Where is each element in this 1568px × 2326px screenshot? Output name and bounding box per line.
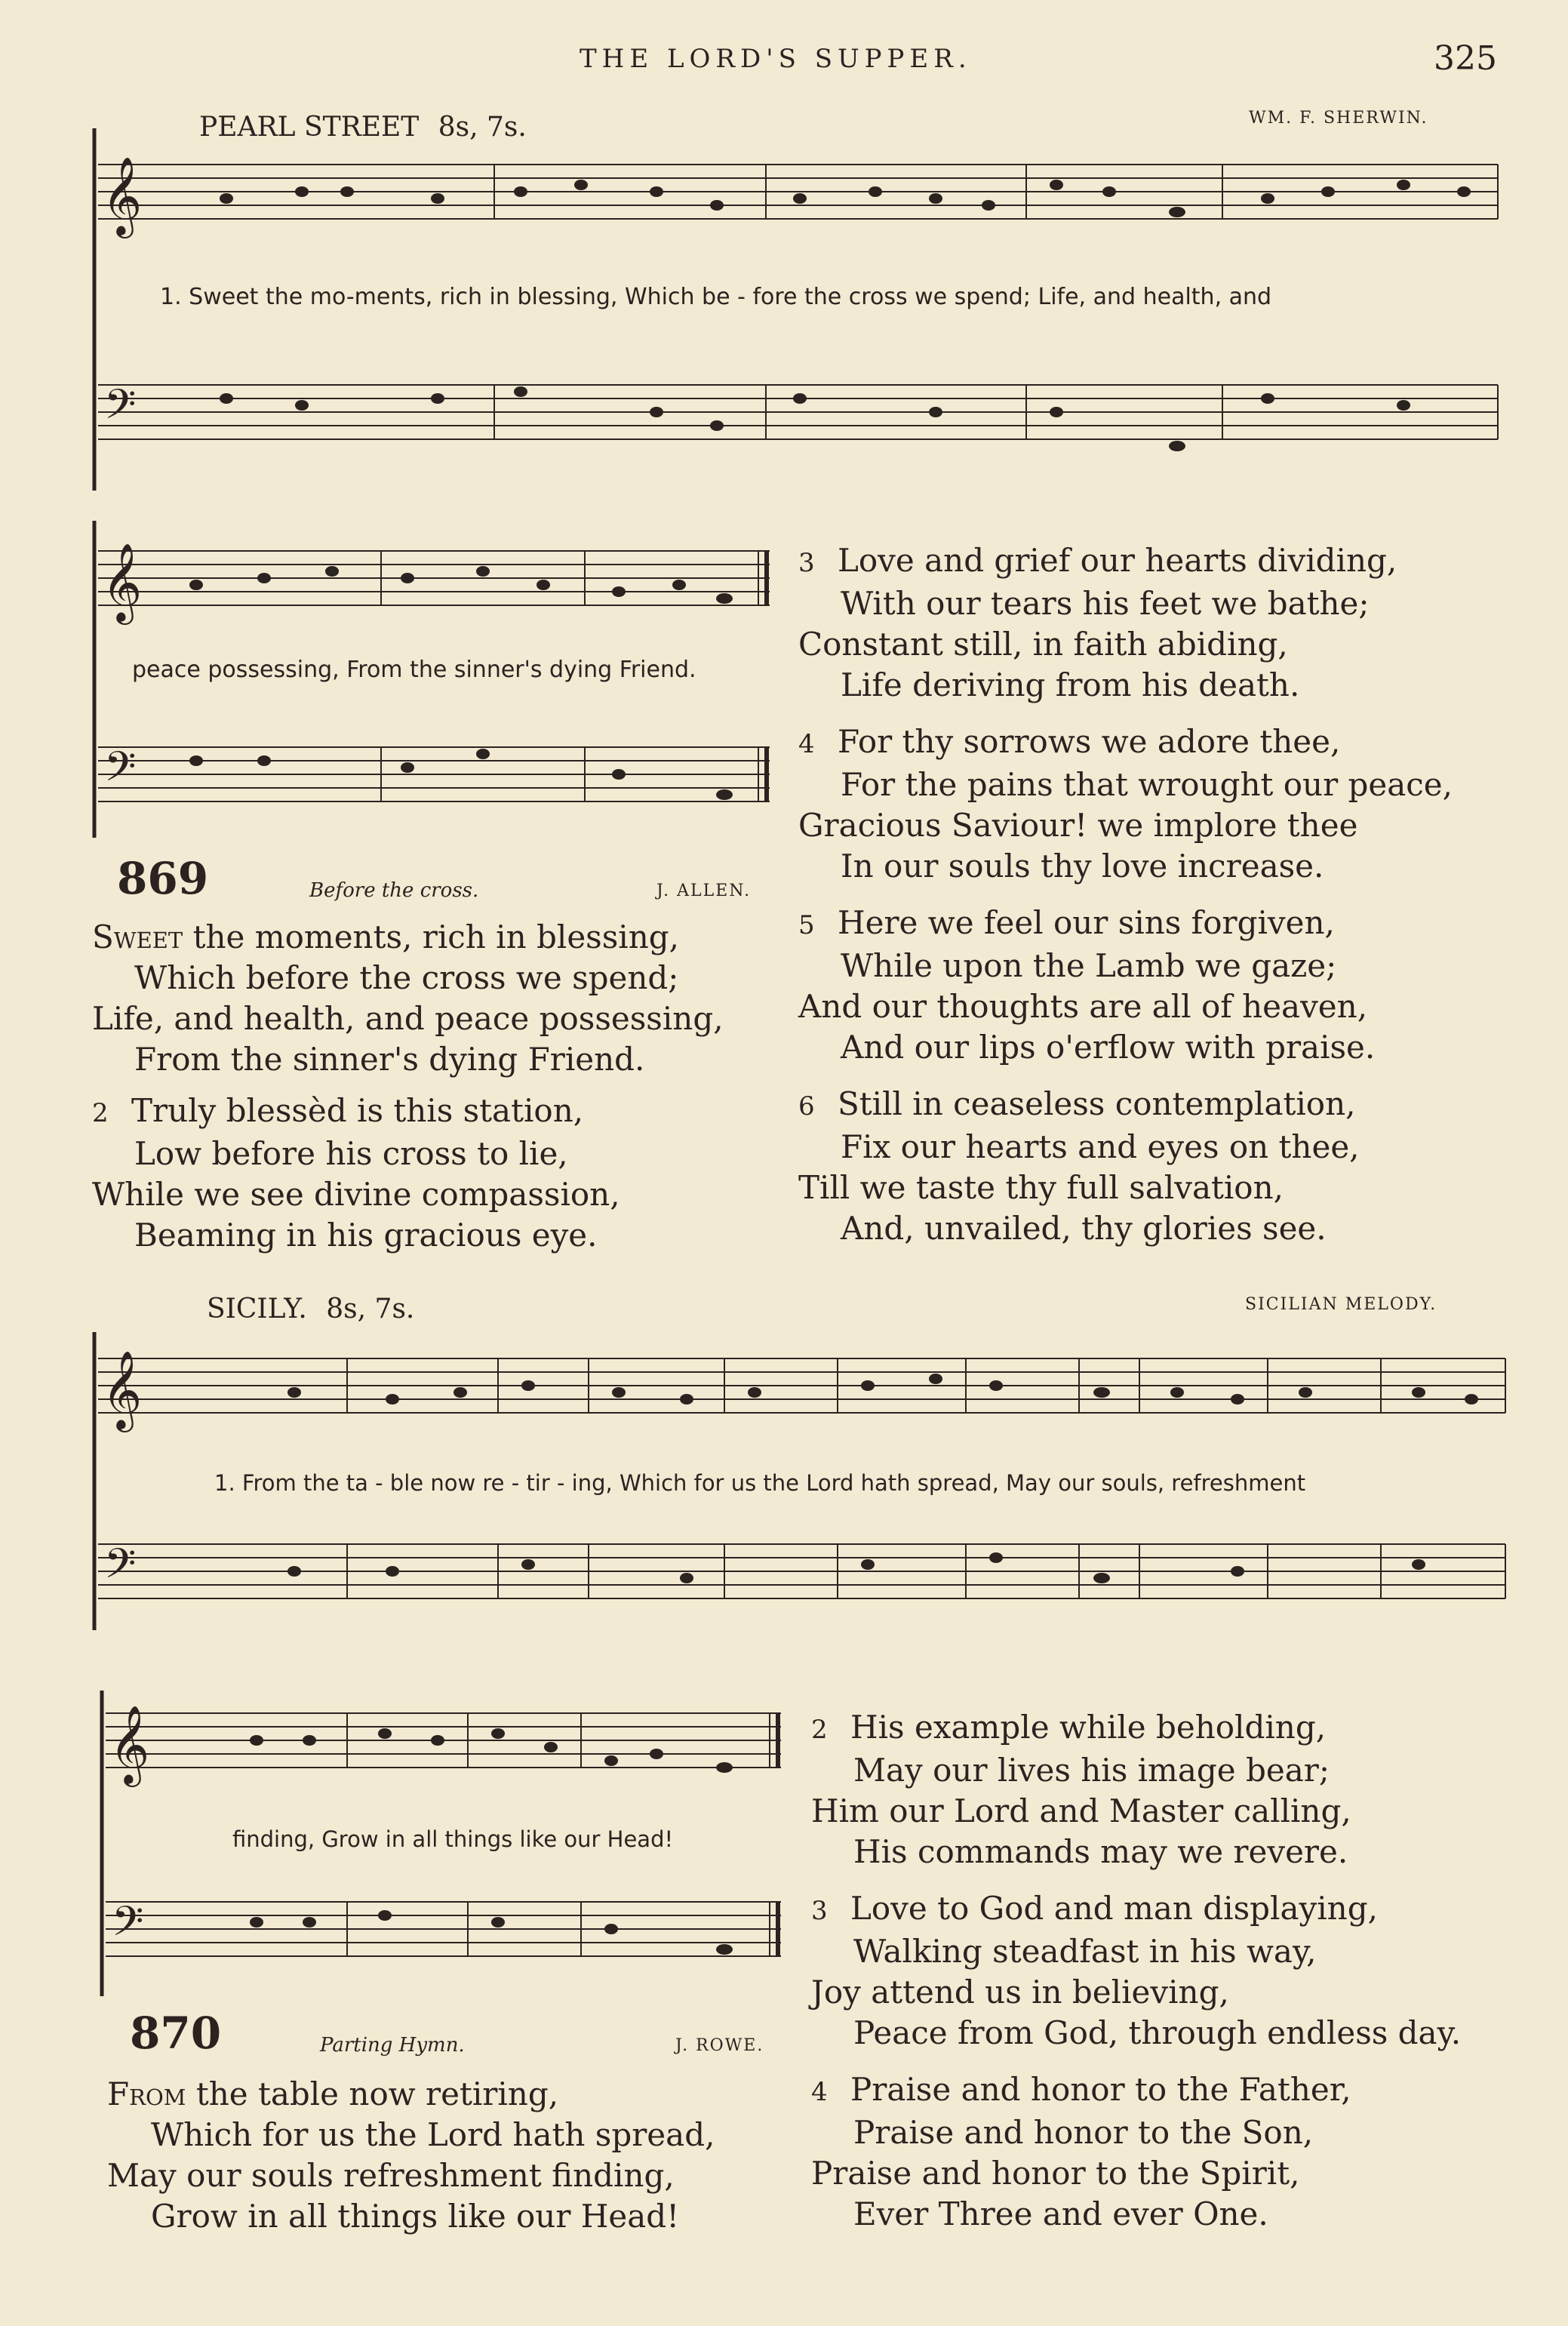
tune1-underlay-line1: 1. Sweet the mo-ments, rich in blessing, Which be - fore the cross we spend; Life, and health, and (160, 284, 1272, 310)
verse-number: 6 (798, 1091, 815, 1121)
verse-line: Truly blessèd is this station, (131, 1092, 584, 1129)
treble-clef-icon-2: 𝄞 (102, 543, 143, 622)
hymn-870-verse-3 (811, 1888, 1461, 2054)
verse-number: 5 (798, 910, 815, 940)
hymn-870-verse-1 (107, 2074, 715, 2237)
hymn-number-869: 869 (117, 853, 209, 904)
verse-line: In our souls thy love increase. (841, 848, 1324, 885)
hymn-869-subtitle: Before the cross. (309, 879, 479, 902)
page-number: 325 (1434, 39, 1497, 78)
verse-line: And our lips o'erflow with praise. (841, 1029, 1376, 1066)
hymn-870-subtitle: Parting Hymn. (320, 2034, 465, 2057)
verse-line: May our souls refreshment finding, (107, 2157, 675, 2194)
hymn-870-verse-2 (811, 1707, 1351, 1872)
hymn-869-author: J. ALLEN. (656, 881, 752, 900)
verse-line: Till we taste thy full salvation, (798, 1169, 1284, 1206)
verse-line: Still in ceaseless contemplation, (838, 1085, 1356, 1122)
verse-line: From the sinner's dying Friend. (134, 1041, 645, 1078)
verse-line: And, unvailed, thy glories see. (841, 1210, 1327, 1247)
verse-number: 4 (811, 2077, 828, 2107)
verse-line: Constant still, in faith abiding, (798, 626, 1288, 663)
tune2-underlay-line2: finding, Grow in all things like our Head! (232, 1826, 674, 1852)
verse-line: With our tears his feet we bathe; (841, 585, 1370, 622)
verse-line: His example while beholding, (850, 1709, 1327, 1746)
verse-line: Love to God and man displaying, (850, 1890, 1378, 1927)
verse-line: Peace from God, through endless day. (853, 2014, 1462, 2051)
verse-first-word: Sweet (92, 918, 183, 955)
tune-meter: 8s, 7s. (438, 112, 527, 143)
verse-line: Which for us the Lord hath spread, (151, 2116, 715, 2153)
hymn-870-author: J. ROWE. (675, 2036, 764, 2055)
hymn-number-870: 870 (130, 2008, 222, 2059)
tune-name: PEARL STREET (199, 112, 420, 143)
verse-line: Which before the cross we spend; (134, 959, 679, 996)
verse-line: While upon the Lamb we gaze; (841, 947, 1337, 984)
verse-line: Him our Lord and Master calling, (811, 1792, 1351, 1829)
running-header: THE LORD'S SUPPER. (580, 44, 972, 74)
verse-line: Praise and honor to the Son, (853, 2114, 1314, 2151)
verse-first-word: From (107, 2075, 186, 2112)
tune-meter: 8s, 7s. (326, 1294, 415, 1325)
verse-line: His commands may we revere. (853, 1833, 1348, 1870)
verse-line: Life deriving from his death. (841, 666, 1300, 703)
verse-line: Joy attend us in believing, (811, 1974, 1229, 2011)
verse-line: Ever Three and ever One. (853, 2195, 1268, 2232)
verse-number: 4 (798, 729, 815, 759)
verse-number: 2 (92, 1098, 109, 1128)
verse-line: For the pains that wrought our peace, (841, 766, 1453, 803)
verse-line: Life, and health, and peace possessing, (92, 1000, 724, 1037)
tune2-underlay-line1: 1. From the ta - ble now re - tir - ing, Which for us the Lord hath spread, May our souls, refreshment (214, 1470, 1306, 1496)
bass-clef-icon: 𝄢 (104, 380, 137, 438)
verse-line: Grow in all things like our Head! (151, 2198, 680, 2235)
verse-line: Walking steadfast in his way, (853, 1933, 1317, 1970)
verse-line: While we see divine compassion, (92, 1176, 620, 1213)
verse-line: And our thoughts are all of heaven, (798, 988, 1368, 1025)
bass-clef-icon-3: 𝄢 (104, 1540, 137, 1598)
tune-composer: WM. F. SHERWIN. (1249, 109, 1428, 128)
verse-line: Low before his cross to lie, (134, 1135, 568, 1172)
verse-line: Here we feel our sins forgiven, (838, 904, 1335, 941)
verse-line: Praise and honor to the Spirit, (811, 2155, 1300, 2192)
verse-line: Gracious Saviour! we implore thee (798, 807, 1358, 844)
verse-line: Love and grief our hearts dividing, (838, 542, 1397, 579)
system4-final-barline (770, 1713, 778, 1956)
verse-line: the table now retiring, (195, 2075, 559, 2112)
tune-composer: SICILIAN MELODY. (1245, 1295, 1437, 1314)
verse-number: 2 (811, 1715, 828, 1745)
treble-clef-icon-4: 𝄞 (109, 1705, 150, 1784)
verse-number: 3 (798, 548, 815, 578)
hymn-870-verse-4 (811, 2069, 1351, 2235)
verse-line: the moments, rich in blessing, (192, 918, 680, 955)
verse-line: May our lives his image bear; (853, 1752, 1330, 1789)
treble-clef-icon: 𝄞 (102, 156, 143, 235)
tune-name: SICILY. (207, 1294, 307, 1325)
system4-bass-staff (106, 1902, 781, 1956)
bass-clef-icon-4: 𝄢 (112, 1897, 144, 1955)
treble-clef-icon-3: 𝄞 (102, 1350, 143, 1429)
verse-number: 3 (811, 1896, 828, 1926)
bass-clef-icon-2: 𝄢 (104, 743, 137, 801)
verse-line: Fix our hearts and eyes on thee, (841, 1128, 1360, 1165)
tune1-underlay-line2: peace possessing, From the sinner's dying Friend. (132, 657, 696, 683)
verse-line: For thy sorrows we adore thee, (838, 723, 1341, 760)
verse-line: Beaming in his gracious eye. (134, 1217, 598, 1254)
verse-line: Praise and honor to the Father, (850, 2071, 1351, 2108)
